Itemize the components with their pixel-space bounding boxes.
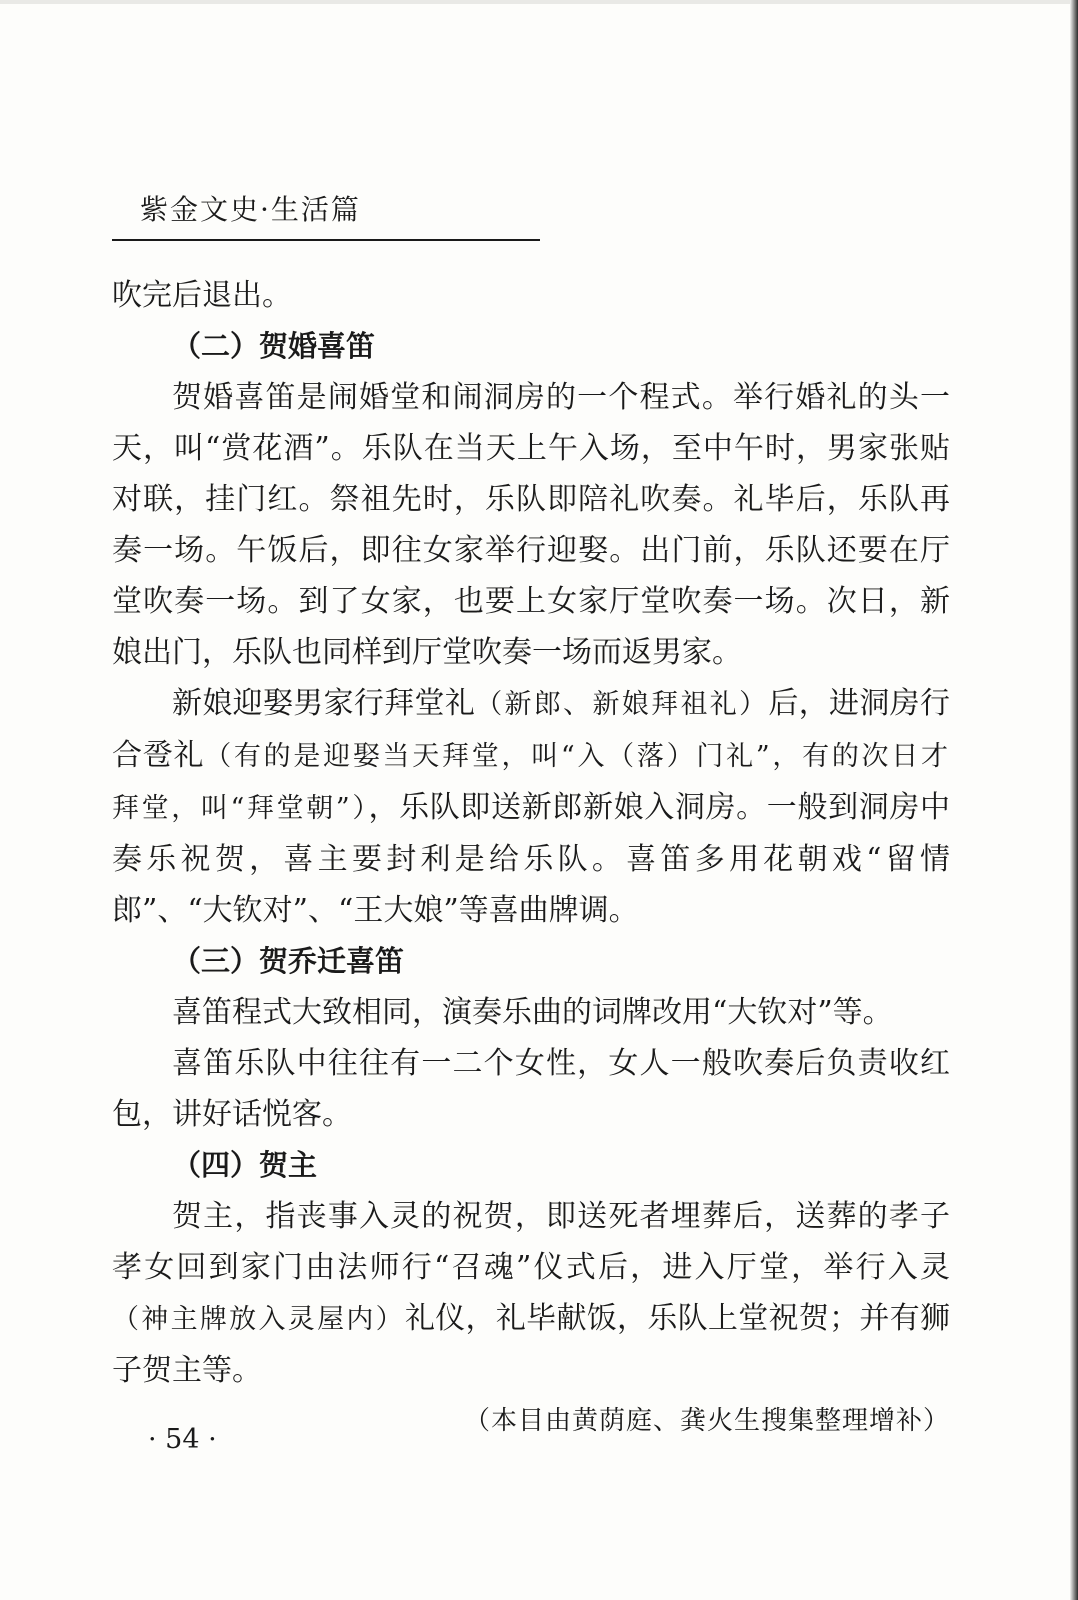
- paragraph-wedding-2: [112, 678, 950, 936]
- scan-edge-right: [1070, 0, 1078, 1600]
- wedding-2-part-c: ，乐队即送新郎新娘入洞房。一般到洞房中奏乐祝贺，喜主要封利是给乐队。喜笛多用花朝戏“留情郎”、“大钦对”、“王大娘”等喜曲牌调。: [112, 790, 951, 928]
- compiler-credit: （本目由黄荫庭、龚火生搜集整理增补）: [463, 1406, 950, 1436]
- paragraph-move: 喜笛程式大致相同，演奏乐曲的词牌改用“大钦对”等。: [172, 995, 893, 1030]
- section-heading-4: （四）贺主: [172, 1148, 318, 1182]
- wedding-2-note-1: （新郎、新娘拜祖礼）: [475, 689, 769, 720]
- section-heading-2: （二）贺婚喜笛: [172, 329, 376, 363]
- scan-edge-top: [0, 0, 1078, 4]
- running-head: 紫金文史·生活篇: [140, 193, 361, 226]
- paragraph-wedding-1: 贺婚喜笛是闹婚堂和闹洞房的一个程式。举行婚礼的头一天，叫“赏花酒”。乐队在当天上午入场，至中午时，男家张贴对联，挂门红。祭祖先时，乐队即陪礼吹奏。礼毕后，乐队再奏一场。午饭后，即往女家举行迎娶。出门前，乐队还要在厅堂吹奏一场。到了女家，也要上女家厅堂吹奏一场。次日，新娘出门，乐队也同样到厅堂吹奏一场而返男家。: [112, 380, 950, 670]
- funeral-part-b: 礼仪，礼毕献饭，乐队上堂祝贺；并有狮子贺主等。: [112, 1301, 951, 1388]
- body-text: [112, 270, 950, 1447]
- funeral-note: （神主牌放入灵屋内）: [112, 1304, 405, 1335]
- page-number: · 54 ·: [148, 1424, 217, 1455]
- wedding-2-note-2: （有的是迎娶当天拜堂，叫“入（落）门礼”，有的次日才拜堂，叫“拜堂朝”）: [112, 741, 950, 824]
- wedding-2-part-a: 新娘迎娶男家行拜堂礼: [172, 686, 476, 721]
- credit-line: [112, 1396, 950, 1447]
- header-rule: [112, 239, 540, 241]
- section-heading-3: （三）贺乔迁喜笛: [172, 944, 405, 978]
- wedding-2-part-b: 后，进洞房行合卺礼: [112, 686, 951, 773]
- paragraph-women: 喜笛乐队中往往有一二个女性，女人一般吹奏后负责收红包，讲好话悦客。: [112, 1046, 950, 1132]
- paragraph-funeral: [112, 1191, 950, 1396]
- paragraph-intro: 吹完后退出。: [112, 278, 292, 313]
- funeral-part-a: 贺主，指丧事入灵的祝贺，即送死者埋葬后，送葬的孝子孝女回到家门由法师行“召魂”仪式后，进入厅堂，举行入灵: [112, 1199, 950, 1285]
